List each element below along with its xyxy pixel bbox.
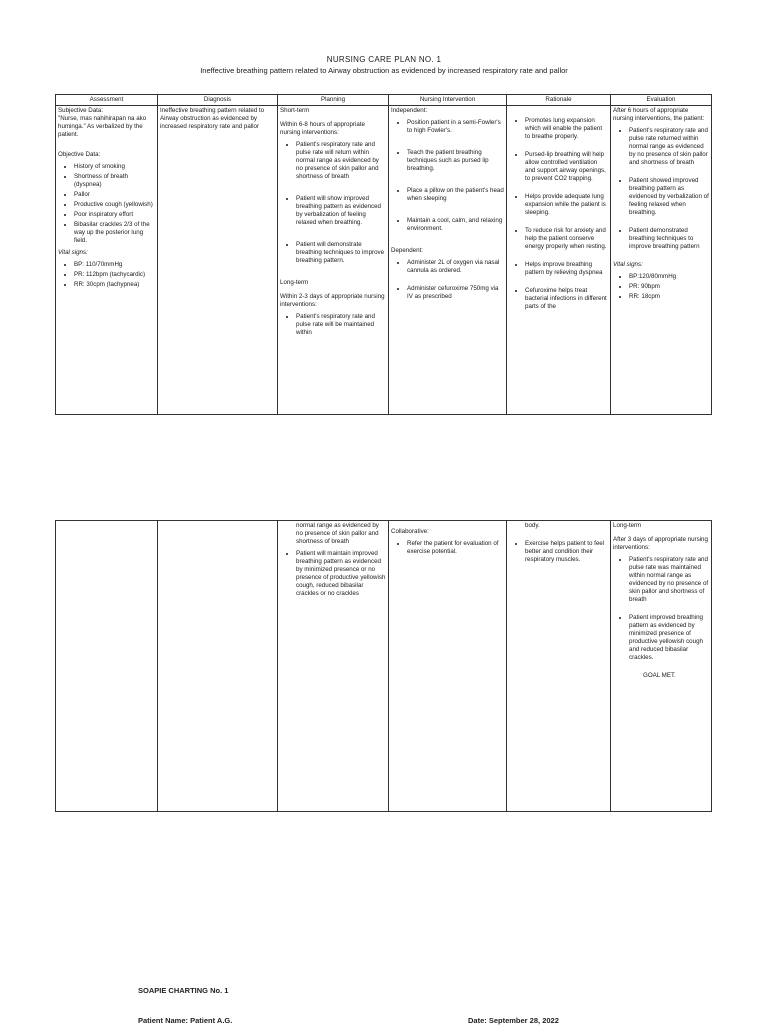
list-item: • Exercise helps patient to feel better and condition their respiratory muscles.	[525, 540, 608, 564]
short-term-intro: Within 6-8 hours of appropriate nursing interventions:	[280, 121, 365, 136]
list-item: • Productive cough (yellowish)	[74, 201, 155, 209]
evaluation-cell	[611, 106, 712, 415]
intervention-cell-cont	[389, 521, 507, 812]
long-term-goals	[280, 313, 386, 337]
list-item: • Teach the patient breathing techniques such as pursed lip breathing.	[407, 149, 504, 173]
list-item: • Refer the patient for evaluation of exercise potential.	[407, 540, 504, 556]
list-item: • Patient will demonstrate breathing techniques to improve breathing pattern.	[296, 241, 386, 265]
list-item: • Maintain a cool, calm, and relaxing environment.	[407, 217, 504, 233]
rationale-cell	[507, 106, 611, 415]
collaborative-label: Collaborative:	[391, 528, 429, 535]
list-item: • Poor inspiratory effort	[74, 211, 155, 219]
list-item: • Administer 2L of oxygen via nasal cannula as ordered.	[407, 259, 504, 275]
list-item: • Position patient in a semi-Fowler's to high Fowler's.	[407, 119, 504, 135]
list-item: • Helps provide adequate lung expansion while the patient is sleeping.	[525, 193, 608, 217]
list-item: • Promotes lung expansion which will enable the patient to breathe properly.	[525, 117, 608, 141]
header-diagnosis: Diagnosis	[158, 95, 278, 106]
independent-list	[391, 119, 504, 233]
care-plan-table-page-2	[55, 520, 712, 812]
list-item: • Patient's respiratory rate and pulse rate will return within normal range as evidenced by no presence of skin pallor and shortness of breath	[296, 141, 386, 181]
short-term-label: Short-term	[280, 107, 310, 114]
evaluation-intro: After 6 hours of appropriate nursing interventions, the patient:	[613, 107, 705, 122]
eval-vital-signs-list	[613, 273, 709, 301]
list-item: • Bibasilar crackles 2/3 of the way up the posterior lung field.	[74, 221, 155, 245]
patient-name: Patient Name: Patient A.G.	[138, 1016, 233, 1025]
list-item: • Pursed-lip breathing will help allow controlled ventilation and support airway openings, to prevent CO2 trapping.	[525, 151, 608, 183]
list-item: • Patient will maintain improved breathing pattern as evidenced by minimized presence or no presence of productive yellowish cough, reduced bibasilar crackles or no crackles	[296, 550, 386, 598]
vital-signs-label: Vital signs:	[58, 249, 88, 256]
rationale-cell-cont	[507, 521, 611, 812]
care-plan-title: NURSING CARE PLAN NO. 1	[326, 55, 442, 64]
long-term-label: Long-term	[280, 279, 309, 286]
table-row	[56, 521, 712, 812]
eval-long-term-intro: After 3 days of appropriate nursing interventions:	[613, 536, 708, 551]
table-row	[56, 106, 712, 415]
list-item: • Pallor	[74, 191, 155, 199]
diagnosis-cell	[158, 106, 278, 415]
list-item: • Patient's respiratory rate and pulse rate was maintained within normal range as evidenced by no presence of skin pallor and shortness of breath	[629, 556, 709, 604]
care-plan-subtitle: Ineffective breathing pattern related to Airway obstruction as evidenced by increased respiratory rate and pallor	[200, 66, 568, 75]
list-item: • Patient demonstrated breathing techniques to improve breathing pattern	[629, 227, 709, 251]
diagnosis-text: Ineffective breathing pattern related to Airway obstruction as evidenced by increased respiratory rate and pallor	[160, 107, 265, 130]
dependent-label: Dependent:	[391, 247, 423, 254]
eval-vital-signs-label: Vital signs:	[613, 261, 643, 268]
list-item: • Patient's respiratory rate and pulse rate returned within normal range as evidenced by no presence of skin pallor and shortness of breath	[629, 127, 709, 167]
list-item: • To reduce risk for anxiety and help the patient conserve energy properly when resting.	[525, 227, 608, 251]
header-assessment: Assessment	[56, 95, 158, 106]
table-header-row	[56, 95, 712, 106]
diagnosis-cell-cont	[158, 521, 278, 812]
objective-label: Objective Data:	[58, 151, 101, 158]
dependent-list	[391, 259, 504, 301]
rationale-list	[509, 117, 608, 311]
subjective-quote: "Nurse, mas nahihirapan na ako huminga." As verbalized by the patient.	[58, 115, 147, 138]
rationale-continuation: body.	[525, 522, 540, 529]
list-item: • Administer cefuroxime 750mg via IV as prescribed	[407, 285, 504, 301]
planning-list-cont	[280, 550, 386, 598]
subjective-label: Subjective Data:	[58, 107, 104, 114]
list-item: • PR: 90bpm	[629, 283, 709, 291]
short-term-goals	[280, 141, 386, 265]
assessment-cell	[56, 106, 158, 415]
header-planning: Planning	[278, 95, 389, 106]
intervention-cell	[389, 106, 507, 415]
assessment-cell-cont	[56, 521, 158, 812]
care-plan-table-page-1	[55, 94, 712, 415]
collaborative-list	[391, 540, 504, 556]
list-item: • Patient's respiratory rate and pulse rate will be maintained within	[296, 313, 386, 337]
list-item: • Patient improved breathing pattern as evidenced by minimized presence of productive yellowish cough and reduced bibasilar crackles.	[629, 614, 709, 662]
rationale-list-cont	[509, 540, 608, 564]
vital-signs-list	[58, 261, 155, 289]
list-item: • Patient will show improved breathing pattern as evidenced by verbalization of feeling relaxed when breathing.	[296, 195, 386, 227]
header-intervention: Nursing Intervention	[389, 95, 507, 106]
list-item: • RR: 18cpm	[629, 293, 709, 301]
list-item: • Place a pillow on the patient's head when sleeping	[407, 187, 504, 203]
header-rationale: Rationale	[507, 95, 611, 106]
list-item: • Helps improve breathing pattern by relieving dyspnea	[525, 261, 608, 277]
evaluation-cell-cont	[611, 521, 712, 812]
long-term-intro: Within 2-3 days of appropriate nursing interventions:	[280, 293, 385, 308]
objective-list	[58, 163, 155, 245]
planning-cell	[278, 106, 389, 415]
list-item: • Patient showed improved breathing pattern as evidenced by verbalization of feeling relaxed when breathing.	[629, 177, 709, 217]
list-item: • BP: 110/70mmHg	[74, 261, 155, 269]
planning-continuation: normal range as evidenced by no presence of skin pallor and shortness of breath	[296, 522, 379, 545]
list-item: • BP:120/80mmHg	[629, 273, 709, 281]
eval-long-term-label: Long-term	[613, 522, 642, 529]
eval-long-term-list	[613, 556, 709, 662]
independent-label: Independent:	[391, 107, 428, 114]
list-item: • Cefuroxime helps treat bacterial infections in different parts of the	[525, 287, 608, 311]
list-item: • History of smoking	[74, 163, 155, 171]
soapie-heading: SOAPIE CHARTING No. 1	[138, 986, 229, 995]
list-item: • PR: 112bpm (tachycardic)	[74, 271, 155, 279]
list-item: • Shortness of breath (dyspnea)	[74, 173, 155, 189]
header-evaluation: Evaluation	[611, 95, 712, 106]
chart-date: Date: September 28, 2022	[468, 1016, 559, 1025]
planning-cell-cont	[278, 521, 389, 812]
goal-status: GOAL MET.	[643, 672, 676, 679]
list-item: • RR: 30cpm (tachypnea)	[74, 281, 155, 289]
evaluation-list	[613, 127, 709, 251]
